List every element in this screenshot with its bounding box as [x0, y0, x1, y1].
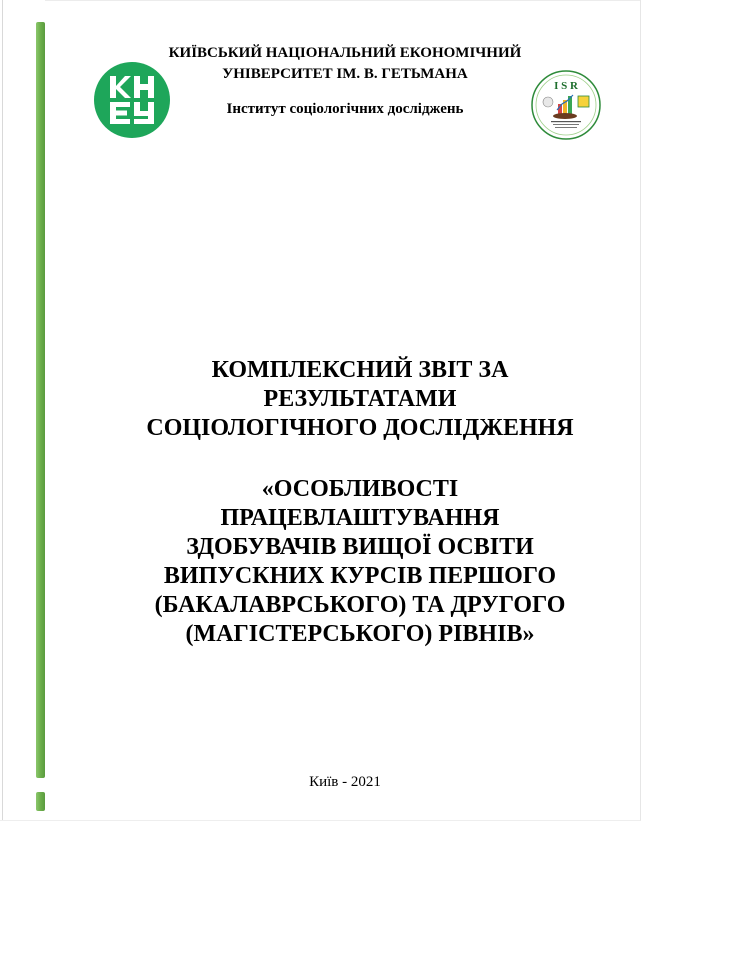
university-name-line2: УНІВЕРСИТЕТ ІМ. В. ГЕТЬМАНА — [222, 66, 468, 82]
page-top-edge — [45, 0, 640, 1]
decorative-green-bar — [36, 22, 45, 778]
study-title-line: ЗДОБУВАЧІВ ВИЩОЇ ОСВІТИ — [186, 534, 534, 560]
report-title-line: КОМПЛЕКСНИЙ ЗВІТ ЗА — [211, 357, 509, 383]
university-name-line1: КИЇВСЬКИЙ НАЦІОНАЛЬНИЙ ЕКОНОМІЧНИЙ — [168, 45, 522, 61]
study-title-line: ВИПУСКНИХ КУРСІВ ПЕРШОГО — [163, 563, 557, 589]
kneu-logo-icon — [94, 62, 170, 138]
study-title-line: (МАГІСТЕРСЬКОГО) РІВНІВ» — [185, 621, 535, 647]
decorative-green-bar-segment — [36, 792, 45, 811]
study-title-line: ПРАЦЕВЛАШТУВАННЯ — [220, 505, 500, 531]
report-title — [100, 356, 620, 443]
isr-logo-icon — [531, 70, 601, 140]
city-year: Київ - 2021 — [309, 774, 381, 790]
report-title-line: СОЦІОЛОГІЧНОГО ДОСЛІДЖЕННЯ — [146, 415, 574, 441]
study-title-line: (БАКАЛАВРСЬКОГО) ТА ДРУГОГО — [154, 592, 566, 618]
study-title — [100, 475, 620, 649]
svg-text:I S R: I S R — [554, 80, 578, 92]
university-name — [130, 43, 560, 85]
report-title-line: РЕЗУЛЬТАТАМИ — [263, 386, 457, 412]
institute-name: Інститут соціологічних досліджень — [226, 101, 464, 117]
page-left-edge — [2, 0, 3, 820]
study-title-line: «ОСОБЛИВОСТІ — [261, 476, 459, 502]
